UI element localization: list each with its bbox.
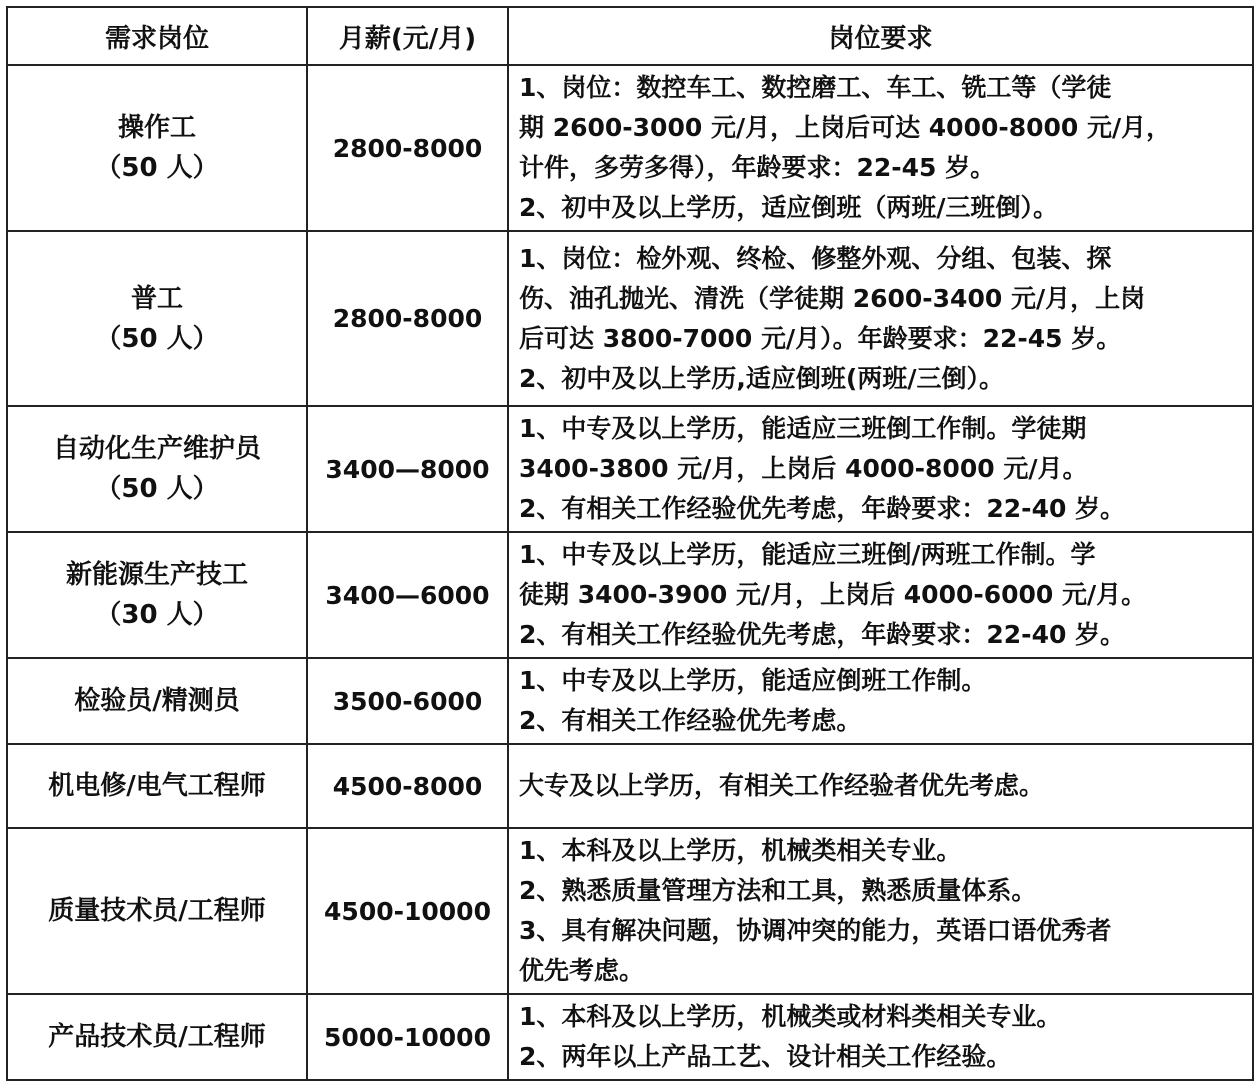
table-row bbox=[7, 406, 1253, 532]
requirement-line: 1、岗位：检外观、终检、修整外观、分组、包装、探 bbox=[519, 243, 1112, 273]
requirement-line: 1、本科及以上学历，机械类或材料类相关专业。 bbox=[519, 1002, 1062, 1031]
requirement-line: 2、初中及以上学历，适应倒班（两班/三班倒）。 bbox=[519, 193, 1059, 222]
requirement-line: 2、有相关工作经验优先考虑，年龄要求：22-40 岁。 bbox=[519, 494, 1126, 523]
requirement-line: 1、中专及以上学历，能适应三班倒工作制。学徒期 bbox=[519, 414, 1087, 443]
position-cell bbox=[7, 65, 307, 231]
salary-cell: 3400—6000 bbox=[307, 532, 508, 658]
header-salary: 月薪(元/月) bbox=[307, 7, 508, 65]
requirement-line: 2、有相关工作经验优先考虑，年龄要求：22-40 岁。 bbox=[519, 620, 1126, 649]
requirement-line: 2、熟悉质量管理方法和工具，熟悉质量体系。 bbox=[519, 876, 1037, 905]
requirement-line: 3、具有解决问题，协调冲突的能力，英语口语优秀者 bbox=[519, 916, 1112, 945]
requirements-cell bbox=[508, 406, 1253, 532]
requirements-cell bbox=[508, 65, 1253, 231]
requirements-cell bbox=[508, 658, 1253, 744]
position-name: 机电修/电气工程师 bbox=[48, 771, 266, 801]
requirement-line: 优先考虑。 bbox=[519, 956, 645, 985]
position-count: （50 人） bbox=[95, 474, 219, 504]
salary-cell: 4500-10000 bbox=[307, 828, 508, 994]
requirements-cell bbox=[508, 994, 1253, 1080]
position-name: 检验员/精测员 bbox=[74, 686, 240, 716]
position-count: （50 人） bbox=[95, 323, 219, 354]
header-row bbox=[7, 7, 1253, 65]
table-row bbox=[7, 744, 1253, 828]
salary-cell: 2800-8000 bbox=[307, 65, 508, 231]
position-name: 自动化生产维护员 bbox=[52, 434, 261, 464]
requirement-line: 期 2600-3000 元/月，上岗后可达 4000-8000 元/月， bbox=[519, 113, 1172, 142]
position-count: （30 人） bbox=[95, 600, 219, 630]
position-name: 新能源生产技工 bbox=[65, 560, 248, 590]
table-row bbox=[7, 65, 1253, 231]
table-row bbox=[7, 532, 1253, 658]
requirement-line: 1、本科及以上学历，机械类相关专业。 bbox=[519, 836, 962, 865]
salary-cell: 5000-10000 bbox=[307, 994, 508, 1080]
position-cell bbox=[7, 532, 307, 658]
table-row bbox=[7, 231, 1253, 406]
requirement-line: 大专及以上学历，有相关工作经验者优先考虑。 bbox=[519, 771, 1045, 800]
position-name: 普工 bbox=[130, 283, 183, 314]
requirement-line: 1、中专及以上学历，能适应三班倒/两班工作制。学 bbox=[519, 540, 1096, 569]
job-table-wrapper bbox=[6, 6, 1254, 1081]
requirement-line: 计件，多劳多得），年龄要求：22-45 岁。 bbox=[519, 153, 996, 182]
position-cell bbox=[7, 994, 307, 1080]
requirement-line: 徒期 3400-3900 元/月，上岗后 4000-6000 元/月。 bbox=[519, 580, 1147, 609]
position-count: （50 人） bbox=[95, 153, 219, 183]
requirements-cell bbox=[508, 744, 1253, 828]
position-cell bbox=[7, 744, 307, 828]
requirement-line: 2、有相关工作经验优先考虑。 bbox=[519, 706, 862, 735]
requirements-cell bbox=[508, 828, 1253, 994]
position-cell bbox=[7, 406, 307, 532]
job-table bbox=[6, 6, 1254, 1081]
salary-cell: 4500-8000 bbox=[307, 744, 508, 828]
requirements-cell bbox=[508, 231, 1253, 406]
position-name: 质量技术员/工程师 bbox=[48, 896, 266, 926]
salary-cell: 3400—8000 bbox=[307, 406, 508, 532]
position-cell bbox=[7, 231, 307, 406]
position-name: 操作工 bbox=[117, 113, 196, 143]
requirement-line: 2、两年以上产品工艺、设计相关工作经验。 bbox=[519, 1042, 1012, 1071]
position-cell bbox=[7, 658, 307, 744]
table-row bbox=[7, 828, 1253, 994]
table-row bbox=[7, 994, 1253, 1080]
requirement-line: 3400-3800 元/月，上岗后 4000-8000 元/月。 bbox=[519, 454, 1088, 483]
requirement-line: 1、中专及以上学历，能适应倒班工作制。 bbox=[519, 666, 987, 695]
position-name: 产品技术员/工程师 bbox=[48, 1022, 266, 1052]
header-requirements: 岗位要求 bbox=[508, 7, 1253, 65]
requirements-cell bbox=[508, 532, 1253, 658]
salary-cell: 3500-6000 bbox=[307, 658, 508, 744]
header-position: 需求岗位 bbox=[7, 7, 307, 65]
requirement-line: 2、初中及以上学历,适应倒班(两班/三倒）。 bbox=[519, 363, 1004, 393]
position-cell bbox=[7, 828, 307, 994]
requirement-line: 1、岗位：数控车工、数控磨工、车工、铣工等（学徒 bbox=[519, 73, 1112, 102]
requirement-line: 后可达 3800-7000 元/月）。年龄要求：22-45 岁。 bbox=[519, 323, 1122, 353]
requirement-line: 伤、油孔抛光、清洗（学徒期 2600-3400 元/月，上岗 bbox=[519, 283, 1146, 313]
table-row bbox=[7, 658, 1253, 744]
salary-cell: 2800-8000 bbox=[307, 231, 508, 406]
